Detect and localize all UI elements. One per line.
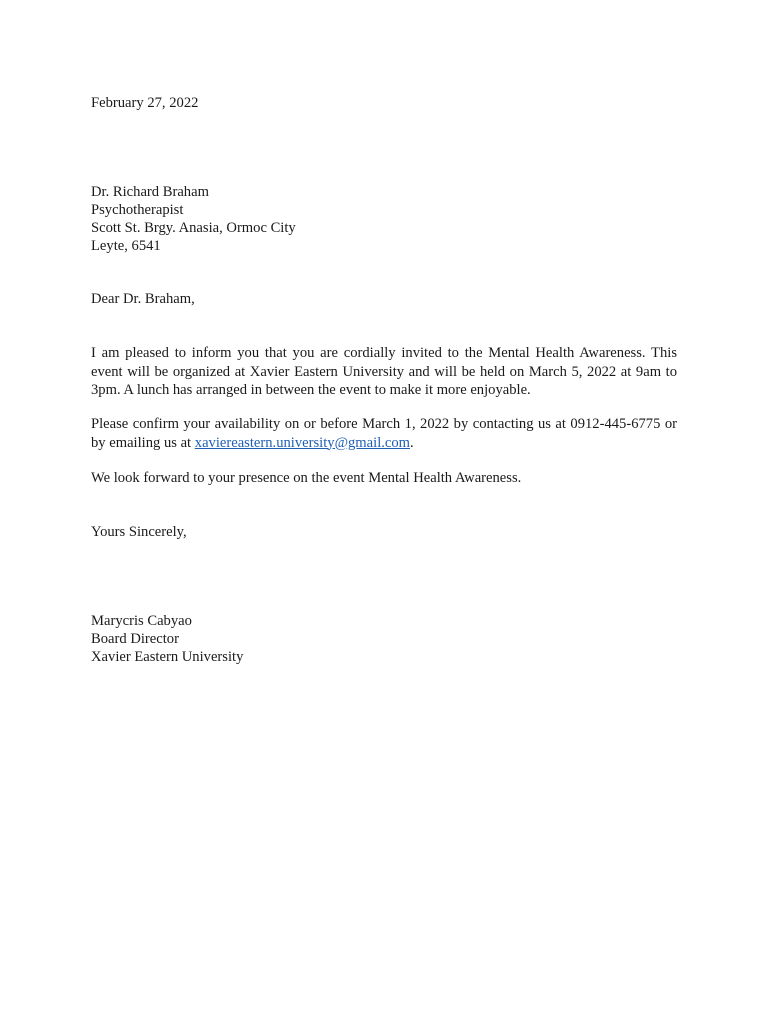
sender-name: Marycris Cabyao	[91, 613, 192, 629]
recipient-address-line1: Scott St. Brgy. Anasia, Ormoc City	[91, 220, 296, 236]
recipient-address-block	[91, 183, 677, 255]
letter-date	[91, 94, 677, 112]
salutation-text: Dear Dr. Braham,	[91, 291, 195, 307]
body-paragraph-confirmation	[91, 415, 677, 452]
recipient-address-line2: Leyte, 6541	[91, 238, 161, 254]
recipient-title: Psychotherapist	[91, 202, 184, 218]
salutation	[91, 290, 677, 308]
confirmation-text-end: .	[410, 434, 414, 451]
confirmation-text: Please confirm your availability on or before March 1, 2022 by contacting us at 0912-445-6775 or by emailing us at	[91, 416, 677, 451]
body-paragraph-invitation: I am pleased to inform you that you are cordially invited to the Mental Health Awareness. This event will be organized at Xavier Eastern University and will be held on March 5, 2022 at 9am to 3pm. A lunch has arranged in between the event to make it more enjoyable.	[91, 345, 677, 398]
sender-signature-block	[91, 612, 677, 666]
email-link[interactable]: xaviereastern.university@gmail.com	[194, 434, 411, 451]
recipient-name: Dr. Richard Braham	[91, 184, 209, 200]
body-paragraph-closing-remark: We look forward to your presence on the event Mental Health Awareness.	[91, 470, 522, 486]
sender-organization: Xavier Eastern University	[91, 649, 244, 665]
complimentary-close	[91, 523, 677, 541]
sender-title: Board Director	[91, 631, 179, 647]
date-text: February 27, 2022	[91, 95, 199, 111]
closing-text: Yours Sincerely,	[91, 524, 187, 540]
